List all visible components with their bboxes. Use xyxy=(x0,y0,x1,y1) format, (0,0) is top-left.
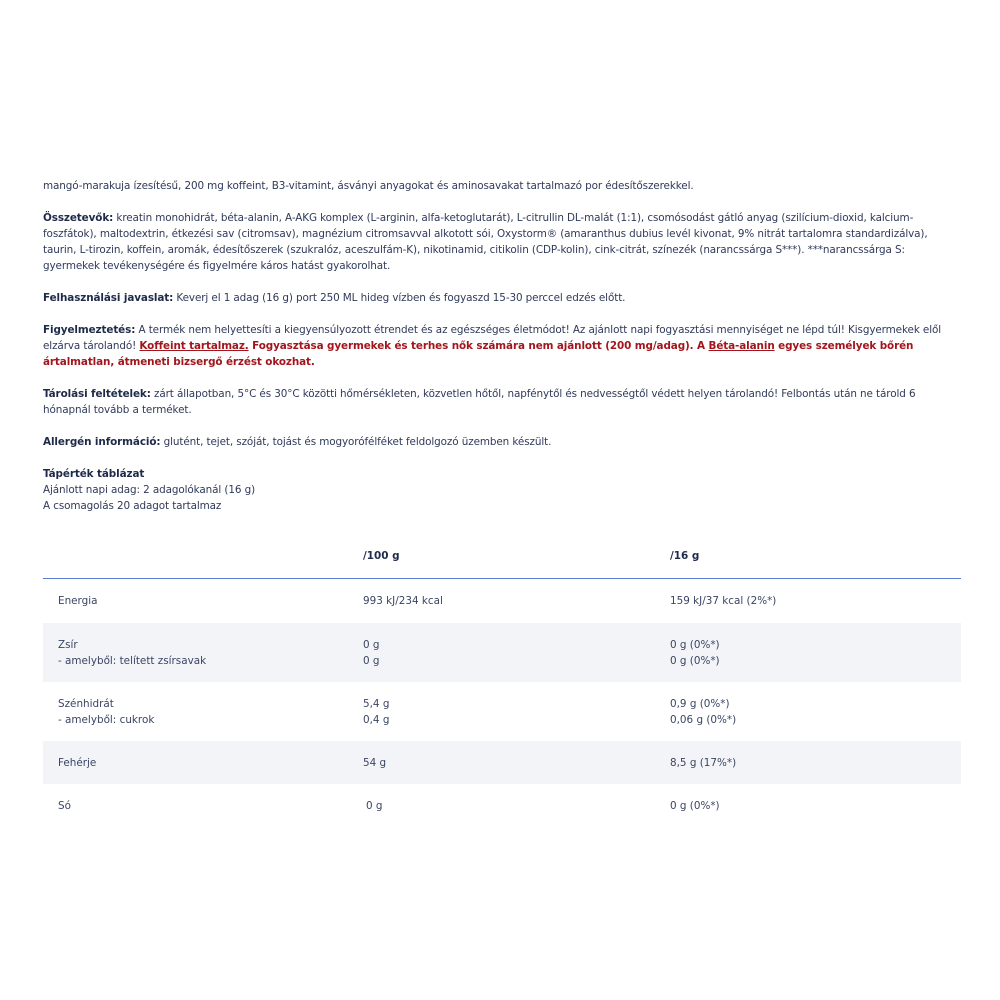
value-16g: 0 g (0%*) xyxy=(670,639,720,651)
value-16g-sub: 0,06 g (0%*) xyxy=(670,714,737,726)
storage-text: zárt állapotban, 5°C és 30°C közötti hőmérsékleten, közvetlen hőtől, napfénytől és nedvességtől védett helyen tárolandó! Felbontás után ne tárold 6 hónapnál tovább a terméket. xyxy=(43,388,916,416)
ingredients-label: Összetevők: xyxy=(43,212,114,224)
table-row xyxy=(43,579,961,623)
nutrient-name: Szénhidrát xyxy=(58,698,114,710)
caffeine-warning-text: Fogyasztása gyermekek és terhes nők számára nem ajánlott (200 mg/adag). A xyxy=(248,340,709,352)
intro-text: mangó-marakuja ízesítésű, 200 mg koffeint, B3-vitamint, ásványi anyagokat és aminosavakat tartalmazó por édesítőszerekkel. xyxy=(43,180,694,192)
value-100g: 54 g xyxy=(363,757,387,769)
nutrient-name: Só xyxy=(58,800,71,812)
nutrient-name: Energia xyxy=(58,595,98,607)
warning-text: A termék nem helyettesíti a kiegyensúlyozott étrendet és az egészséges életmódot! Az ajánlott napi fogyasztási mennyiséget ne lépd túl! Kisgyermekek elől elzárva tárolandó! xyxy=(43,324,942,352)
usage-label: Felhasználási javaslat: xyxy=(43,292,174,304)
product-description xyxy=(43,178,961,514)
allergen-text: glutént, tejet, szóját, tojást és mogyorófélféket feldolgozó üzemben készült. xyxy=(160,436,552,448)
usage-text: Keverj el 1 adag (16 g) port 250 ML hideg vízben és fogyaszd 15-30 perccel edzés előtt. xyxy=(173,292,626,304)
table-row xyxy=(43,682,961,741)
warning-label: Figyelmeztetés: xyxy=(43,324,136,336)
ingredients-text: kreatin monohidrát, béta-alanin, A-AKG komplex (L-arginin, alfa-ketoglutarát), L-citrullin DL-malát (1:1), csomósodást gátló anyag (szilícium-dioxid, kalcium-foszfátok), maltodextrin, étkezési sav (citromsav), magnézium citromsavval alkotott sói, Oxystorm® (amaranthus dubius levél kivonat, 9% nitrát tartalomra standardizálva), taurin, L-tirozin, koffein, aromák, édesítőszerek (szukralóz, aceszulfám-K), nikotinamid, citikolin (CDP-kolin), cink-citrát, színezék (narancssárga S***). ***narancssárga S: gyermekek tevékenységére és figyelmére káros hatást gyakorolhat. xyxy=(43,212,928,272)
column-header-100g: /100 g xyxy=(363,550,400,562)
nutrient-name: Fehérje xyxy=(58,757,97,769)
value-16g: 159 kJ/37 kcal (2%*) xyxy=(670,595,777,607)
usage-section xyxy=(43,290,961,306)
value-16g: 0,9 g (0%*) xyxy=(670,698,730,710)
nutrient-name: Zsír xyxy=(58,639,78,651)
nutrition-table xyxy=(43,540,961,828)
nutrient-subname: - amelyből: telített zsírsavak xyxy=(58,655,207,667)
table-row xyxy=(43,623,961,682)
value-100g-sub: 0,4 g xyxy=(363,714,390,726)
warning-section xyxy=(43,322,961,370)
column-header-16g: /16 g xyxy=(670,550,700,562)
beta-alanine-link[interactable]: Béta-alanin xyxy=(708,340,775,352)
allergen-label: Allergén információ: xyxy=(43,436,161,448)
value-16g-sub: 0 g (0%*) xyxy=(670,655,720,667)
value-16g: 8,5 g (17%*) xyxy=(670,757,737,769)
nutrient-subname: - amelyből: cukrok xyxy=(58,714,155,726)
nutrition-title: Tápérték táblázat xyxy=(43,468,145,480)
storage-section xyxy=(43,386,961,418)
value-100g-sub: 0 g xyxy=(363,655,380,667)
table-row xyxy=(43,784,961,828)
value-100g: 5,4 g xyxy=(363,698,390,710)
table-header xyxy=(43,540,961,579)
value-100g: 0 g xyxy=(366,800,383,812)
daily-dose-text: Ajánlott napi adag: 2 adagolókanál (16 g) xyxy=(43,484,256,496)
table-row xyxy=(43,741,961,784)
beta-alanine-warning-text: egyes személyek bőrén ártalmatlan, átmeneti bizsergő érzést okozhat. xyxy=(43,340,914,368)
value-100g: 993 kJ/234 kcal xyxy=(363,595,443,607)
ingredients-section xyxy=(43,210,961,274)
value-100g: 0 g xyxy=(363,639,380,651)
servings-text: A csomagolás 20 adagot tartalmaz xyxy=(43,500,222,512)
nutrition-header xyxy=(43,466,961,514)
allergen-section xyxy=(43,434,961,450)
storage-label: Tárolási feltételek: xyxy=(43,388,151,400)
caffeine-warning-link[interactable]: Koffeint tartalmaz. xyxy=(139,340,249,352)
value-16g: 0 g (0%*) xyxy=(670,800,720,812)
